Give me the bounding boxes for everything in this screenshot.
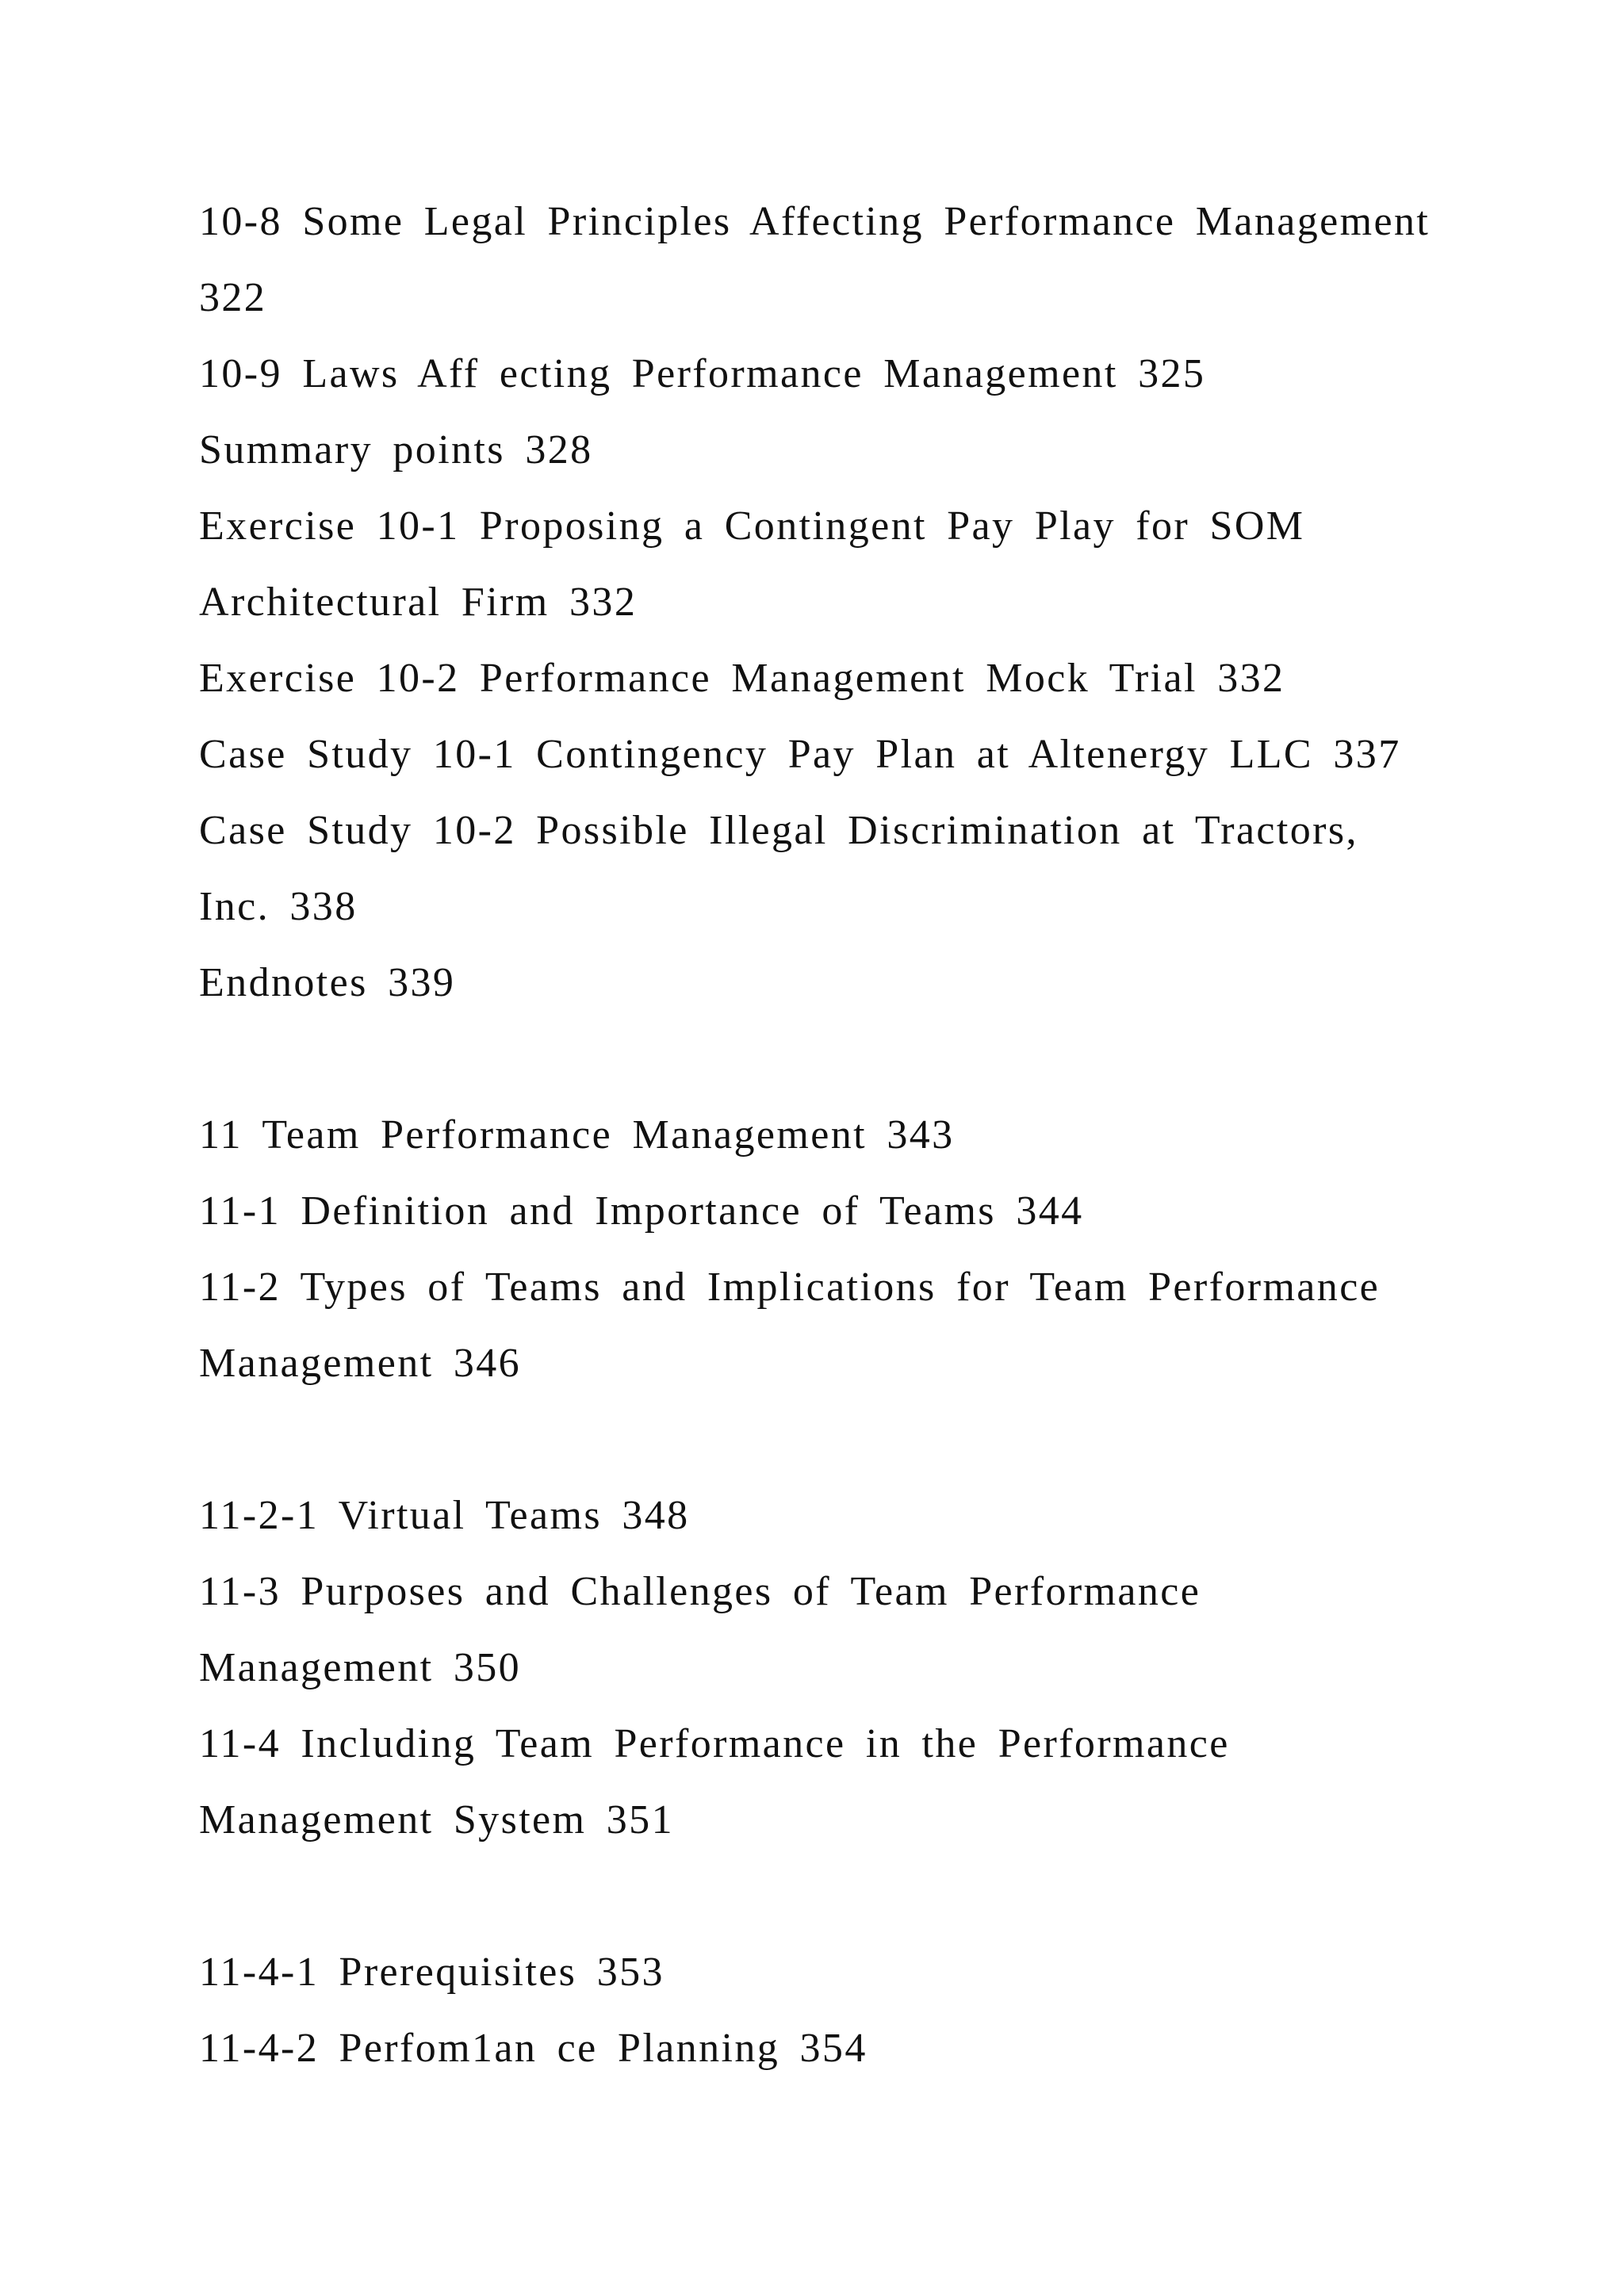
toc-line: Management 346 (199, 1341, 522, 1386)
toc-line: 11-4-1 Prerequisites 353 (199, 1950, 665, 1995)
toc-line: Architectural Firm 332 (199, 580, 638, 625)
toc-line: 11-2 Types of Teams and Implications for Team Performance (199, 1265, 1381, 1310)
toc-line: 10-8 Some Legal Principles Affecting Performance Management (199, 199, 1431, 244)
toc-line: 11-4-2 Perfom1an ce Planning 354 (199, 2026, 868, 2071)
toc-line: 11-2-1 Virtual Teams 348 (199, 1493, 690, 1538)
toc-line: 322 (199, 275, 267, 320)
toc-line: Endnotes 339 (199, 960, 456, 1005)
toc-line: Case Study 10-1 Contingency Pay Plan at Altenergy LLC 337 (199, 732, 1401, 777)
toc-line: 11-3 Purposes and Challenges of Team Performance (199, 1569, 1201, 1614)
toc-line: Exercise 10-1 Proposing a Contingent Pay Play for SOM (199, 503, 1305, 549)
toc-line: Management 350 (199, 1645, 522, 1690)
toc-line: Summary points 328 (199, 427, 593, 473)
toc-line: 10-9 Laws Aff ecting Performance Management 325 (199, 351, 1206, 396)
toc-line: Inc. 338 (199, 884, 358, 929)
toc-line: Management System 351 (199, 1797, 674, 1843)
toc-line: 11-4 Including Team Performance in the Performance (199, 1721, 1230, 1766)
toc-line: 11-1 Definition and Importance of Teams 344 (199, 1188, 1084, 1234)
toc-line: 11 Team Performance Management 343 (199, 1112, 955, 1158)
toc-line: Exercise 10-2 Performance Management Mock Trial 332 (199, 656, 1285, 701)
toc-line: Case Study 10-2 Possible Illegal Discrimination at Tractors, (199, 808, 1358, 853)
